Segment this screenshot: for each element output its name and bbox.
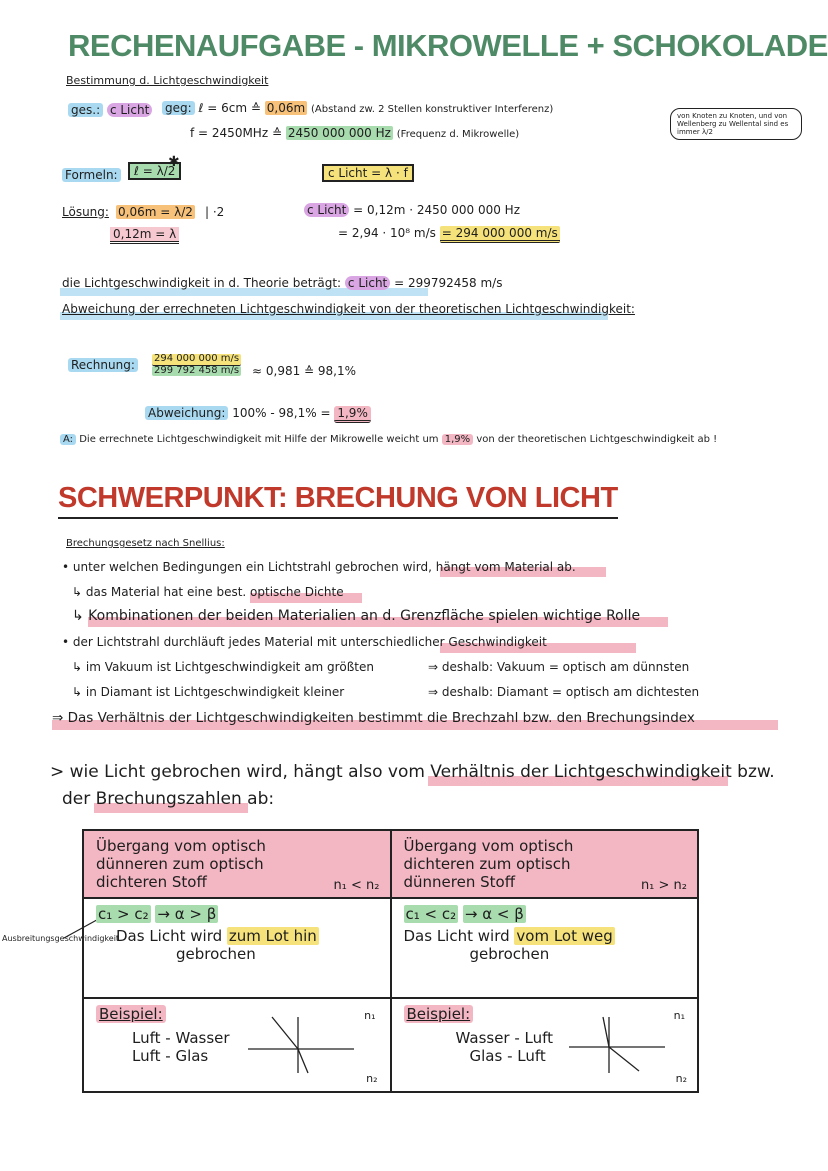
answer-marker: A: — [60, 434, 76, 445]
table-cell-right-example — [391, 998, 699, 1092]
theory-label: c Licht — [345, 276, 390, 290]
sub-2b-right: ⇒ deshalb: Diamant = optisch am dichtesten — [428, 685, 700, 699]
sub-1a: ↳ das Material hat eine best. optische Dichte — [72, 585, 344, 599]
law-heading: Brechungsgesetz nach Snellius: — [66, 538, 225, 549]
answer-value: 1,9% — [442, 434, 473, 445]
calc-line-2 — [338, 226, 560, 240]
calculation-result: ≈ 0,981 ≙ 98,1% — [252, 364, 357, 378]
subtitle: Bestimmung d. Lichtgeschwindigkeit — [66, 74, 269, 87]
length-note: (Abstand zw. 2 Stellen konstruktiver Interferenz) — [311, 104, 554, 115]
left-example-1: Luft - Wasser — [132, 1029, 230, 1047]
right-n2: n₂ — [675, 1072, 687, 1085]
sub-2a: ↳ im Vakuum ist Lichtgeschwindigkeit am größten — [72, 660, 374, 674]
margin-note: Ausbreitungsgeschwindigkeit — [2, 934, 120, 943]
geg-line-1 — [162, 101, 553, 115]
head-right-cond: n₁ > n₂ — [640, 878, 687, 893]
right-example-2: Glas - Luft — [469, 1047, 546, 1065]
left-example-label: Beispiel: — [96, 1005, 166, 1023]
frequency-prefix: f = 2450MHz ≙ — [190, 126, 282, 140]
right-text-2: gebrochen — [469, 945, 550, 963]
answer-text-before: Die errechnete Lichtgeschwindigkeit mit Hilfe der Mikrowelle weicht um — [79, 434, 439, 445]
solution-label-wrap — [62, 205, 109, 219]
refraction-table — [82, 829, 699, 1093]
sub-1b: ↳ Kombinationen der beiden Materialien an d. Grenzfläche spielen wichtige Rolle — [72, 608, 641, 624]
ges-value: c Licht — [107, 103, 152, 117]
table-head-left: Übergang vom optisch dünneren zum optisch dichteren Stoff n₁ < n₂ — [83, 830, 391, 898]
theory-text: die Lichtgeschwindigkeit in d. Theorie beträgt: — [62, 276, 342, 290]
calculation-numerator: 294 000 000 m/s — [154, 353, 240, 364]
solution-label: Lösung: — [62, 205, 109, 219]
big-line-2: der Brechungszahlen ab: — [62, 789, 275, 809]
deviation-formula: 100% - 98,1% = — [232, 406, 331, 420]
length-prefix: ℓ = 6cm ≙ — [198, 101, 261, 115]
sub-2b: ↳ in Diamant ist Lichtgeschwindigkeit kleiner — [72, 685, 345, 699]
formulas-label-wrap — [62, 168, 121, 182]
right-text-1: Das Licht wird — [403, 927, 510, 945]
right-text-highlight: vom Lot weg — [516, 927, 613, 945]
calculation-fraction — [152, 354, 241, 376]
left-text-1: Das Licht wird — [116, 927, 223, 945]
refraction-diagram-right — [567, 1013, 667, 1075]
answer-text-after: von der theoretischen Lichtgeschwindigkeit ab ! — [476, 434, 718, 445]
table-cell-left-rule — [83, 898, 391, 998]
calculation-label: Rechnung: — [68, 358, 138, 372]
deviation-line — [145, 406, 371, 420]
ges-label: ges.: — [68, 103, 103, 117]
solution-step-2 — [110, 227, 179, 244]
left-text-highlight: zum Lot hin — [228, 927, 317, 945]
geg-line-2 — [190, 126, 519, 140]
left-n2: n₂ — [366, 1072, 378, 1085]
calc-label-wrap — [68, 358, 138, 372]
table-cell-right-rule — [391, 898, 699, 998]
length-value: 0,06m — [266, 101, 306, 115]
conclusion: ⇒ Das Verhältnis der Lichtgeschwindigkeiten bestimmt die Brechzahl bzw. den Brechungsindex — [52, 710, 695, 726]
calc-2-result: = 294 000 000 m/s — [440, 226, 560, 243]
calc-2-text: = 2,94 · 10⁸ m/s — [338, 226, 436, 240]
bullet-1: • unter welchen Bedingungen ein Lichtstrahl gebrochen wird, hängt vom Material ab. — [62, 560, 576, 574]
left-example-2: Luft - Glas — [132, 1047, 209, 1065]
left-text-2: gebrochen — [176, 945, 256, 963]
right-angle: → α < β — [464, 905, 524, 923]
ges-row — [68, 103, 152, 117]
frequency-value: 2450 000 000 Hz — [287, 126, 391, 140]
refraction-diagram-left — [246, 1013, 356, 1075]
right-example-label: Beispiel: — [404, 1005, 474, 1023]
theory-line — [62, 276, 502, 290]
bullet-2: • der Lichtstrahl durchläuft jedes Material mit unterschiedlicher Geschwindigkeit — [62, 635, 547, 649]
right-example-1: Wasser - Luft — [455, 1029, 554, 1047]
theory-value: = 299792458 m/s — [394, 276, 503, 290]
calc-label: c Licht — [304, 203, 349, 217]
deviation-heading: Abweichung der errechneten Lichtgeschwindigkeit von der theoretischen Lichtgeschwindigkeit: — [62, 302, 635, 316]
side-note: von Knoten zu Knoten, und von Wellenberg zu Wellental sind es immer λ/2 — [670, 108, 802, 140]
frequency-note: (Frequenz d. Mikrowelle) — [396, 129, 520, 140]
sub-2a-right: ⇒ deshalb: Vakuum = optisch am dünnsten — [428, 660, 690, 674]
calc-1-text: = 0,12m · 2450 000 000 Hz — [353, 203, 521, 217]
solution-step-2-text: 0,12m = λ — [110, 227, 179, 241]
solution-step-1 — [116, 205, 195, 219]
table-cell-left-example — [83, 998, 391, 1092]
section-title: SCHWERPUNKT: BRECHUNG VON LICHT — [58, 482, 618, 519]
right-relation: c₁ < c₂ — [405, 905, 457, 923]
head-left-cond: n₁ < n₂ — [333, 878, 380, 893]
calculation-denominator: 299 792 458 m/s — [154, 364, 240, 376]
right-n1: n₁ — [673, 1009, 685, 1022]
asterisk-icon: ✱ — [168, 154, 180, 170]
left-angle: → α > β — [157, 905, 217, 923]
calc-line-1 — [304, 203, 520, 217]
geg-label: geg: — [162, 101, 195, 115]
deviation-label: Abweichung: — [145, 406, 228, 420]
formula-1: ℓ = λ/2 — [128, 162, 181, 180]
answer-line — [60, 434, 717, 445]
deviation-result: 1,9% — [334, 406, 371, 423]
solution-step-1-op: | ·2 — [205, 205, 225, 219]
left-relation: c₁ > c₂ — [98, 905, 149, 923]
table-head-right: Übergang vom optisch dichteren zum optisch dünneren Stoff n₁ > n₂ — [391, 830, 699, 898]
solution-step-1-text: 0,06m = λ/2 — [118, 205, 193, 219]
formula-2: c Licht = λ · f — [322, 164, 414, 182]
big-line-1: > wie Licht gebrochen wird, hängt also vom Verhältnis der Lichtgeschwindigkeit bzw. — [50, 762, 775, 782]
page-title: RECHENAUFGABE - MIKROWELLE + SCHOKOLADE — [68, 28, 828, 63]
left-n1: n₁ — [364, 1009, 376, 1022]
formulas-label: Formeln: — [62, 168, 121, 182]
